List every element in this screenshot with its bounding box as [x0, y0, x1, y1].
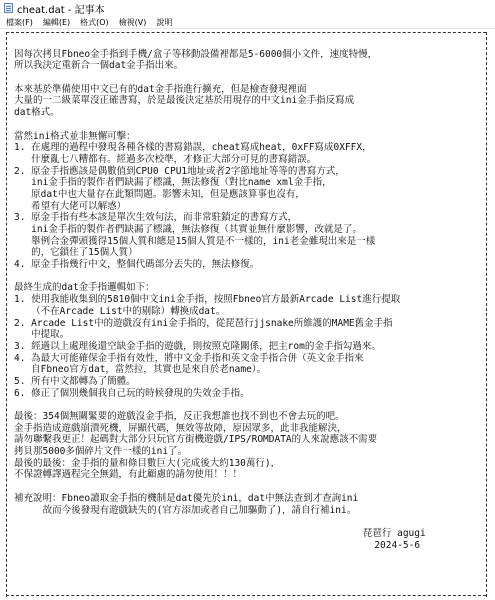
text-line: 最後：354個無關緊要的遊戲沒金手指，反正我想誰也找不到也不會去玩的吧。 — [14, 411, 345, 422]
text-line: 2024-5-6 — [14, 539, 421, 551]
text-line: ini金手指的製作者們缺漏了標識，無法修復（其實並無什麼影響，改就是了。 — [14, 224, 362, 235]
document-text — [14, 37, 480, 551]
menu-file[interactable]: 檔案(F) — [6, 17, 33, 27]
menu-format[interactable]: 格式(O) — [80, 17, 109, 27]
text-line: 2. 原金手指應該是偶數值到CPU0 CPU1地址或者2字節地址等等的書寫方式， — [14, 165, 345, 177]
ascii-border-top — [6, 32, 486, 34]
text-line: 4. 為最大可能確保金手指有效性，將中文金手指和英文金手指合併（英文金手指來 — [14, 352, 364, 364]
text-line — [14, 72, 480, 84]
text-line: （不在Arcade List中的剔除）轉換成dat。 — [14, 305, 226, 317]
text-line — [14, 516, 480, 528]
text-line: ini金手指的製作者們缺漏了標識，無法修復（對比name xml金手指， — [14, 177, 332, 189]
text-line: 的，它鎖住了15個人質） — [14, 247, 138, 259]
menu-bar — [0, 16, 495, 29]
text-line: 4. 原金手指幾行中文，整個代碼部分丟失的，無法修復。 — [14, 259, 260, 271]
text-line: 拷貝那5000多個碎片文件一樣的ini了。 — [14, 446, 188, 458]
menu-edit[interactable]: 編輯(E) — [42, 17, 71, 27]
text-line: 希望有大佬可以解惑） — [14, 200, 127, 212]
text-line: 所以我決定重新合一個dat金手指出來。 — [14, 60, 184, 72]
text-line: 自Fbneo官方dat，當然拉，其實也是來自於老name）。 — [14, 364, 267, 376]
text-line: 故而今後發現有遊戲缺失的(官方添加或者自己加驅動了)，請自行補ini。 — [14, 504, 357, 516]
text-line: 最終生成的dat金手指邏輯如下： — [14, 282, 155, 294]
text-line: 琵琶行 agugi — [14, 527, 426, 539]
text-line: 大量的一二級菜單沒正確書寫，於是最後決定基於用現存的中文ini金手指反寫成 — [14, 95, 355, 107]
text-line: 1. 使用我能收集到的5810個中文ini金手指，按照Fbneo官方最新Arcade List進行提取 — [14, 294, 401, 306]
text-line: 6. 修正了個別幾個我自己玩的時候發現的失效金手指。 — [14, 387, 250, 399]
text-line: 3. 經過以上處理後還空缺金手指的遊戲，則按照克隆關係，把主rom的金手指勾過來。 — [14, 340, 381, 352]
text-line — [14, 37, 480, 49]
text-line: dat格式。 — [14, 107, 60, 119]
text-line — [14, 481, 480, 493]
text-line — [14, 399, 480, 411]
notepad-icon — [4, 3, 13, 13]
text-line: 金手指造成遊戲崩潰死機，屏顯代碼，無效等故障，原因眾多，此非我能解決， — [14, 422, 347, 434]
text-line: 2. Arcade List中的遊戲沒有ini金手指的，從琵琶行jjsnake所維護的MAME舊金手指 — [14, 317, 393, 329]
text-line: 3. 原金手指有些本該是單次生效句法，而非常駐鎖定的書寫方式， — [14, 212, 298, 224]
text-line: 不保證轉譯過程完全無錯，有此顧慮的請勿使用！！！ — [14, 469, 243, 481]
menu-view[interactable]: 檢視(V) — [118, 17, 147, 27]
text-line: 最後的最後：金手指的量和條目數巨大(完成後大約130萬行)， — [14, 457, 281, 469]
text-line: 什麼亂七八糟都有。經過多次校準，才修正大部分可見的書寫錯誤。 — [14, 153, 317, 165]
ascii-border-bottom — [6, 595, 486, 597]
text-line: 5. 所有中文都轉為了簡體。 — [14, 375, 136, 387]
text-line: 原dat中也大量存在此類問題。影響未知，但是應該算事也沒有， — [14, 188, 305, 200]
title-bar — [0, 0, 495, 16]
text-line: 1. 在處理的過程中發現各種各樣的書寫錯誤，cheat寫成heat，0xFF寫成0XFFX， — [14, 142, 372, 154]
text-line: 補充說明：Fbneo讀取金手指的機制是dat優先於ini，dat中無法查到才查詢ini — [14, 492, 359, 504]
text-line: 當然ini格式並非無懈可擊： — [14, 130, 136, 142]
text-editor-area[interactable] — [0, 29, 495, 600]
text-line: 請勿聯繫我更正！起碼對大部分只玩官方街機遊戲/IPS/ROMDATA的人來說應該不需要 — [14, 434, 378, 446]
text-line: 本來基於準備使用中文已有的dat金手指進行擴充，但是檢查發現裡面 — [14, 83, 307, 95]
text-line: 舉例合金彈頭獲得15個人質和總是15個人質是不一樣的，ini老金雖現出來是一樣 — [14, 235, 376, 247]
ascii-border-right — [486, 32, 488, 597]
ascii-border-left — [6, 32, 8, 597]
text-line — [14, 119, 480, 131]
text-line: 中提取。 — [14, 329, 70, 341]
text-line: 因每次拷貝Fbneo金手指到手機/盒子等移動設備裡都是5-6000個小文件，速度特慢， — [14, 48, 378, 60]
text-line — [14, 271, 480, 283]
window-title: cheat.dat - 記事本 — [17, 4, 105, 16]
menu-help[interactable]: 說明 — [156, 17, 173, 27]
